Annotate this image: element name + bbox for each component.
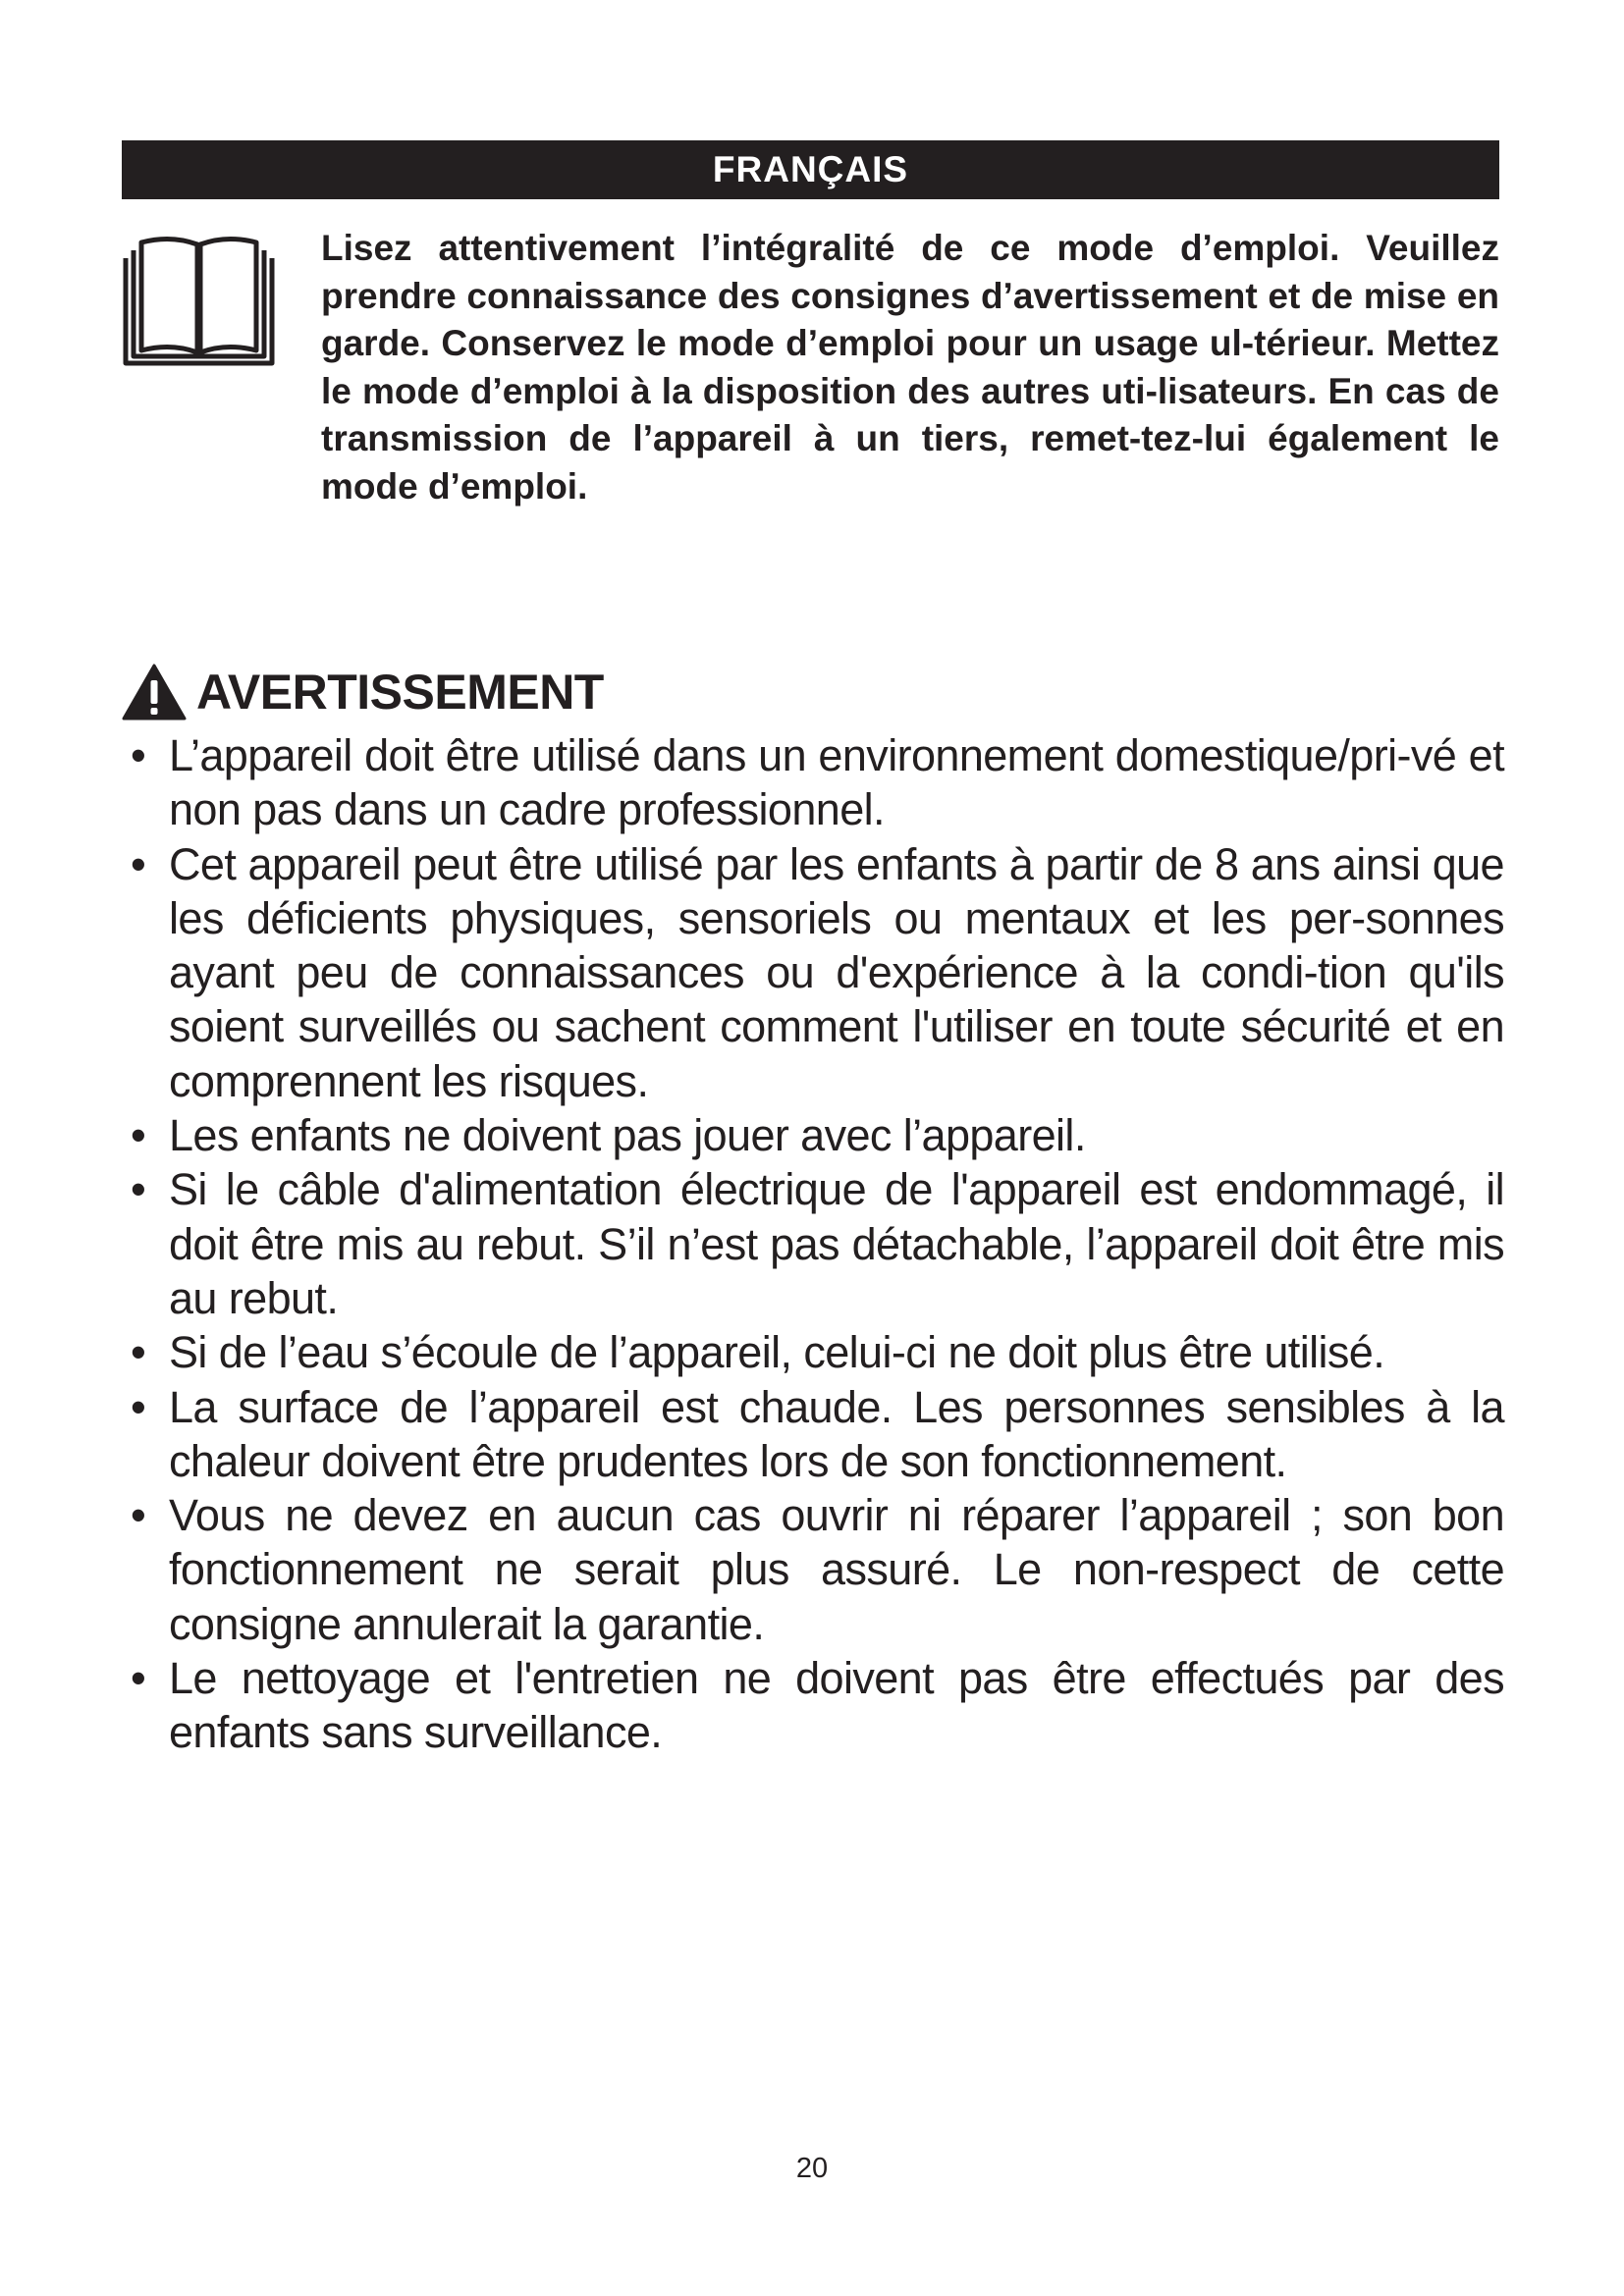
warning-item-text: Cet appareil peut être utilisé par les enfants à partir de 8 ans ainsi que les déficients physiques, sensoriels ou mentaux et les per-sonnes ayant peu de connaissances ou d'expérience à la condi-tion qu'ils soient surveillés ou sachent comment l'utiliser en toute sécurité et en comprennent les risques.	[169, 838, 1504, 1106]
warning-item-text: Si le câble d'alimentation électrique de l'appareil est endommagé, il doit être mis au rebut. S’il n’est pas détachable, l’appareil doit être mis au rebut.	[169, 1164, 1504, 1323]
bullet: •	[131, 1164, 146, 1215]
bullet: •	[131, 1490, 146, 1541]
warning-triangle-icon	[122, 664, 187, 721]
warning-item-text: Le nettoyage et l'entretien ne doivent pas être effectués par des enfants sans surveillance.	[169, 1653, 1504, 1758]
warning-title: AVERTISSEMENT	[196, 665, 604, 720]
warning-item-text: La surface de l’appareil est chaude. Les personnes sensibles à la chaleur doivent être prudentes lors de son fonctionnement.	[169, 1381, 1504, 1486]
bullet: •	[131, 730, 146, 780]
language-header-bar	[122, 140, 1499, 199]
bullet: •	[131, 1327, 146, 1378]
page-number: 20	[795, 2153, 829, 2184]
book-icon	[122, 233, 276, 368]
warning-item-text: L’appareil doit être utilisé dans un environnement domestique/pri-vé et non pas dans un cadre professionnel.	[169, 730, 1504, 835]
warning-item-text: Vous ne devez en aucun cas ouvrir ni réparer l’appareil ; son bon fonctionnement ne serait plus assuré. Le non-respect de cette consigne annulerait la garantie.	[169, 1490, 1504, 1649]
bullet: •	[131, 838, 146, 889]
bullet: •	[131, 1653, 146, 1704]
warning-item-3	[122, 1108, 1504, 1162]
warning-item-7	[122, 1488, 1504, 1651]
warning-item-1	[122, 728, 1504, 837]
warning-item-5	[122, 1325, 1504, 1379]
intro-paragraph: Lisez attentivement l’intégralité de ce mode d’emploi. Veuillez prendre connaissance des consignes d’avertissement et de mise en garde. Conservez le mode d’emploi pour un usage ul-térieur. Mettez le mode d’emploi à la disposition des autres uti-lisateurs. En cas de transmission de l’appareil à un tiers, remet-tez-lui également le mode d’emploi.	[321, 228, 1499, 507]
warning-list	[122, 728, 1504, 1760]
bullet: •	[131, 1110, 146, 1161]
warning-heading	[122, 663, 604, 721]
bullet: •	[131, 1381, 146, 1432]
warning-item-2	[122, 837, 1504, 1108]
warning-item-text: Les enfants ne doivent pas jouer avec l’appareil.	[169, 1110, 1086, 1161]
warning-item-4	[122, 1162, 1504, 1325]
warning-item-8	[122, 1651, 1504, 1760]
warning-item-text: Si de l’eau s’écoule de l’appareil, celui-ci ne doit plus être utilisé.	[169, 1327, 1385, 1378]
language-title: FRANÇAIS	[712, 149, 909, 189]
warning-item-6	[122, 1380, 1504, 1489]
